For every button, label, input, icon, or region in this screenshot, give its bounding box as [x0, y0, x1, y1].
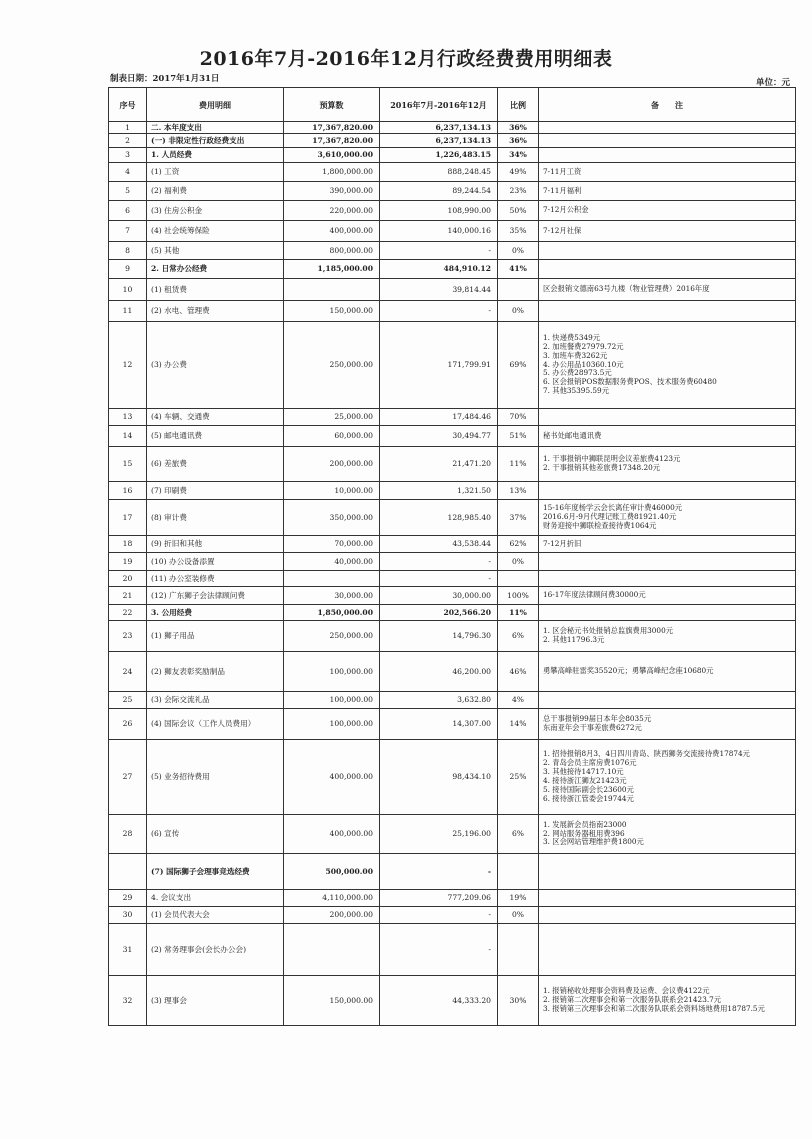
remark: 7-11月福利 [539, 182, 796, 201]
budget-amount: 500,000.00 [284, 854, 380, 890]
expense-item: (1) 租赁费 [147, 279, 284, 301]
remark: 区会报销文德南63号九楼（物业管理费）2016年度 [539, 279, 796, 301]
budget-amount: 70,000.00 [284, 536, 380, 553]
ratio: 25% [498, 740, 539, 815]
remark [539, 260, 796, 279]
remark [539, 890, 796, 907]
budget-amount: 25,000.00 [284, 409, 380, 426]
date-label: 制表日期：2017年1月31日 [110, 74, 220, 84]
budget-amount: 800,000.00 [284, 242, 380, 260]
ratio: 70% [498, 409, 539, 426]
header-ratio: 比例 [498, 88, 539, 122]
remark: 7-12月折旧 [539, 536, 796, 553]
expense-item: 4. 会议支出 [147, 890, 284, 907]
remark: 秘书处邮电通讯费 [539, 426, 796, 447]
budget-amount: 100,000.00 [284, 692, 380, 709]
row-number: 25 [109, 692, 147, 709]
ratio: 13% [498, 482, 539, 500]
actual-amount: 46,200.00 [380, 652, 498, 692]
expense-item: (2) 福利费 [147, 182, 284, 201]
table-body [109, 122, 796, 1026]
actual-amount: 14,307.00 [380, 709, 498, 740]
remark: 1. 发展新会员指南23000 2. 网站服务器租用费396 3. 区会网站管理维护费1800元 [539, 815, 796, 854]
row-number: 10 [109, 279, 147, 301]
ratio: 69% [498, 322, 539, 409]
budget-amount: 4,110,000.00 [284, 890, 380, 907]
budget-amount: 200,000.00 [284, 447, 380, 482]
actual-amount: 39,814.44 [380, 279, 498, 301]
budget-amount: 3,610,000.00 [284, 148, 380, 163]
row-number: 26 [109, 709, 147, 740]
expense-item: (1) 狮子用品 [147, 621, 284, 652]
row-number: 7 [109, 221, 147, 242]
row-number: 5 [109, 182, 147, 201]
budget-amount: 10,000.00 [284, 482, 380, 500]
remark [539, 482, 796, 500]
table-row [109, 242, 796, 260]
actual-amount: 202,566.20 [380, 605, 498, 621]
budget-amount: 400,000.00 [284, 740, 380, 815]
expense-item: (2) 常务理事会(会长办公会) [147, 924, 284, 976]
budget-amount: 100,000.00 [284, 709, 380, 740]
ratio: 30% [498, 976, 539, 1026]
table-row [109, 500, 796, 536]
row-number: 3 [109, 148, 147, 163]
remark [539, 301, 796, 322]
row-number: 4 [109, 163, 147, 182]
actual-amount: 1,226,483.15 [380, 148, 498, 163]
remark [539, 605, 796, 621]
table-row [109, 279, 796, 301]
expense-item: (3) 住房公积金 [147, 201, 284, 221]
remark: 1. 招待报销8月3、4日四川青岛、陕西狮务交流接待费17874元 2. 青岛会员主席房费1076元 3. 其他接待14717.10元 4. 接待浙江狮友21423元 5. 接待国际副会长23600元 6. 接待浙江管委会19744元 [539, 740, 796, 815]
budget-amount [284, 279, 380, 301]
actual-amount: 89,244.54 [380, 182, 498, 201]
expense-item: (8) 审计费 [147, 500, 284, 536]
budget-amount: 150,000.00 [284, 976, 380, 1026]
table-header-row [109, 88, 796, 122]
table-row [109, 652, 796, 692]
expense-item: (3) 办公费 [147, 322, 284, 409]
row-number: 14 [109, 426, 147, 447]
row-number: 13 [109, 409, 147, 426]
table-row [109, 571, 796, 587]
ratio: 11% [498, 605, 539, 621]
remark [539, 571, 796, 587]
actual-amount: - [380, 301, 498, 322]
expense-item: (12) 广东狮子会法律顾问费 [147, 587, 284, 605]
expense-item: (3) 理事会 [147, 976, 284, 1026]
budget-amount: 100,000.00 [284, 652, 380, 692]
expense-item: (6) 差旅费 [147, 447, 284, 482]
remark: 1. 区会秘元书处报销总监旗费用3000元 2. 其他11796.3元 [539, 621, 796, 652]
ratio: 0% [498, 907, 539, 924]
budget-amount: 17,367,820.00 [284, 134, 380, 148]
row-number: 6 [109, 201, 147, 221]
actual-amount: 25,196.00 [380, 815, 498, 854]
row-number: 17 [109, 500, 147, 536]
table-row [109, 260, 796, 279]
expense-item: (2) 水电、管理费 [147, 301, 284, 322]
table-row [109, 447, 796, 482]
unit-label: 单位：元 [755, 78, 790, 88]
table-row [109, 709, 796, 740]
ratio: 4% [498, 692, 539, 709]
ratio: 0% [498, 553, 539, 571]
table-row [109, 976, 796, 1026]
remark: 15-16年度杨学云会长离任审计费46000元 2016.6月-9月代理记账工费81921.40元 财务迎接中狮联检查接待费1064元 [539, 500, 796, 536]
budget-amount: 1,850,000.00 [284, 605, 380, 621]
row-number: 22 [109, 605, 147, 621]
expense-item: (7) 印刷费 [147, 482, 284, 500]
actual-amount: - [380, 924, 498, 976]
remark [539, 122, 796, 134]
ratio: 11% [498, 447, 539, 482]
budget-amount: 350,000.00 [284, 500, 380, 536]
remark [539, 854, 796, 890]
actual-amount: 1,321.50 [380, 482, 498, 500]
table-row [109, 605, 796, 621]
row-number: 8 [109, 242, 147, 260]
header-no: 序号 [109, 88, 147, 122]
row-number: 27 [109, 740, 147, 815]
row-number: 23 [109, 621, 147, 652]
ratio: 36% [498, 134, 539, 148]
table-row [109, 692, 796, 709]
table-row [109, 201, 796, 221]
row-number: 32 [109, 976, 147, 1026]
budget-amount: 60,000.00 [284, 426, 380, 447]
ratio: 23% [498, 182, 539, 201]
remark [539, 692, 796, 709]
actual-amount: 30,494.77 [380, 426, 498, 447]
row-number: 1 [109, 122, 147, 134]
ratio: 19% [498, 890, 539, 907]
ratio: 35% [498, 221, 539, 242]
table-row [109, 122, 796, 134]
row-number: 16 [109, 482, 147, 500]
remark [539, 134, 796, 148]
ratio: 0% [498, 301, 539, 322]
table-row [109, 815, 796, 854]
budget-amount: 400,000.00 [284, 815, 380, 854]
ratio: 37% [498, 500, 539, 536]
expense-item: (5) 邮电通讯费 [147, 426, 284, 447]
table-row [109, 426, 796, 447]
ratio [498, 571, 539, 587]
budget-amount: 1,800,000.00 [284, 163, 380, 182]
header-budget: 预算数 [284, 88, 380, 122]
actual-amount: 777,209.06 [380, 890, 498, 907]
budget-amount: 250,000.00 [284, 621, 380, 652]
row-number: 30 [109, 907, 147, 924]
row-number: 29 [109, 890, 147, 907]
remark: 7-11月工资 [539, 163, 796, 182]
expense-item: 3. 公用经费 [147, 605, 284, 621]
expense-table [108, 87, 796, 1026]
remark [539, 148, 796, 163]
ratio: 0% [498, 242, 539, 260]
actual-amount: - [380, 907, 498, 924]
ratio: 6% [498, 621, 539, 652]
actual-amount: 6,237,134.13 [380, 122, 498, 134]
expense-item: (11) 办公室装修费 [147, 571, 284, 587]
ratio: 34% [498, 148, 539, 163]
actual-amount: - [380, 571, 498, 587]
expense-item: (1) 会员代表大会 [147, 907, 284, 924]
expense-item: 二. 本年度支出 [147, 122, 284, 134]
budget-amount [284, 924, 380, 976]
ratio [498, 924, 539, 976]
header-note: 备 注 [539, 88, 796, 122]
actual-amount: 140,000.16 [380, 221, 498, 242]
row-number: 15 [109, 447, 147, 482]
expense-item: (5) 业务招待费用 [147, 740, 284, 815]
budget-amount: 200,000.00 [284, 907, 380, 924]
budget-amount: 390,000.00 [284, 182, 380, 201]
expense-item: (1) 工资 [147, 163, 284, 182]
actual-amount: 98,434.10 [380, 740, 498, 815]
ratio: 14% [498, 709, 539, 740]
row-number: 9 [109, 260, 147, 279]
table-row [109, 409, 796, 426]
ratio: 49% [498, 163, 539, 182]
row-number: 21 [109, 587, 147, 605]
row-number: 20 [109, 571, 147, 587]
page-title: 2016年7月-2016年12月行政经费费用明细表 [199, 48, 613, 70]
table-row [109, 740, 796, 815]
header-period: 2016年7月-2016年12月 [380, 88, 498, 122]
ratio: 50% [498, 201, 539, 221]
remark: 16-17年度法律顾问费30000元 [539, 587, 796, 605]
budget-amount: 40,000.00 [284, 553, 380, 571]
remark: 1. 干事报销中狮联昆明会议差旅费4123元 2. 干事报销其他差旅费17348.20元 [539, 447, 796, 482]
actual-amount: 888,248.45 [380, 163, 498, 182]
table-row [109, 301, 796, 322]
expense-item: (4) 社会统筹保险 [147, 221, 284, 242]
actual-amount: - [380, 242, 498, 260]
ratio [498, 279, 539, 301]
budget-amount [284, 571, 380, 587]
ratio: 100% [498, 587, 539, 605]
header-item: 费用明细 [147, 88, 284, 122]
ratio: 51% [498, 426, 539, 447]
actual-amount: 21,471.20 [380, 447, 498, 482]
expense-item: (4) 国际会议（工作人员费用） [147, 709, 284, 740]
actual-amount: 43,538.44 [380, 536, 498, 553]
table-row [109, 482, 796, 500]
remark: 1. 报销秘收处理事会资料费及运费、会议费4122元 2. 报销第二次理事会和第一次服务队联系会21423.7元 3. 报销第三次理事会和第二次服务队联系会资料场地费用18787.5元 [539, 976, 796, 1026]
remark: 7-12月公积金 [539, 201, 796, 221]
actual-amount: 44,333.20 [380, 976, 498, 1026]
remark [539, 553, 796, 571]
expense-item: (3) 会际交流礼品 [147, 692, 284, 709]
table-row [109, 536, 796, 553]
table-row [109, 322, 796, 409]
ratio: 62% [498, 536, 539, 553]
remark: 1. 快递费5349元 2. 加班餐费27979.72元 3. 加班车费3262元 4. 办公用品10360.10元 5. 办公费28973.5元 6. 区会报销POS数据服务费POS、技术服务费60480 7. 其他35395.59元 [539, 322, 796, 409]
budget-amount: 1,185,000.00 [284, 260, 380, 279]
expense-item: (一) 非限定性行政经费支出 [147, 134, 284, 148]
remark [539, 409, 796, 426]
budget-amount: 400,000.00 [284, 221, 380, 242]
table-row [109, 553, 796, 571]
table-row [109, 148, 796, 163]
remark: 7-12月社保 [539, 221, 796, 242]
row-number: 24 [109, 652, 147, 692]
remark: 勇攀高峰驻雷奖35520元；勇攀高峰纪念座10680元 [539, 652, 796, 692]
budget-amount: 30,000.00 [284, 587, 380, 605]
row-number: 31 [109, 924, 147, 976]
budget-amount: 220,000.00 [284, 201, 380, 221]
actual-amount: 484,910.12 [380, 260, 498, 279]
expense-item: (4) 车辆、交通费 [147, 409, 284, 426]
table-row [109, 890, 796, 907]
actual-amount: - [380, 854, 498, 890]
table-row [109, 924, 796, 976]
row-number: 18 [109, 536, 147, 553]
actual-amount: 17,484.46 [380, 409, 498, 426]
budget-amount: 250,000.00 [284, 322, 380, 409]
expense-item: (9) 折旧和其他 [147, 536, 284, 553]
table-row [109, 134, 796, 148]
table-row [109, 221, 796, 242]
row-number: 28 [109, 815, 147, 854]
row-number: 19 [109, 553, 147, 571]
row-number [109, 854, 147, 890]
table-row [109, 587, 796, 605]
table-row [109, 182, 796, 201]
remark [539, 924, 796, 976]
actual-amount: 30,000.00 [380, 587, 498, 605]
actual-amount: 108,990.00 [380, 201, 498, 221]
ratio: 41% [498, 260, 539, 279]
remark [539, 907, 796, 924]
ratio [498, 854, 539, 890]
table-row [109, 163, 796, 182]
expense-item: (5) 其他 [147, 242, 284, 260]
table-row [109, 854, 796, 890]
actual-amount: 3,632.80 [380, 692, 498, 709]
remark: 总干事报销99届日本年会8035元 东南亚年会干事差旅费6272元 [539, 709, 796, 740]
ratio: 6% [498, 815, 539, 854]
row-number: 11 [109, 301, 147, 322]
budget-amount: 150,000.00 [284, 301, 380, 322]
actual-amount: 171,799.91 [380, 322, 498, 409]
expense-item: 1. 人员经费 [147, 148, 284, 163]
actual-amount: 6,237,134.13 [380, 134, 498, 148]
table-row [109, 621, 796, 652]
expense-item: 2. 日常办公经费 [147, 260, 284, 279]
expense-item: (10) 办公设备添置 [147, 553, 284, 571]
expense-item: (7) 国际狮子会理事竞选经费 [147, 854, 284, 890]
ratio: 36% [498, 122, 539, 134]
row-number: 12 [109, 322, 147, 409]
table-row [109, 907, 796, 924]
actual-amount: 128,985.40 [380, 500, 498, 536]
budget-amount: 17,367,820.00 [284, 122, 380, 134]
actual-amount: 14,796.30 [380, 621, 498, 652]
row-number: 2 [109, 134, 147, 148]
actual-amount: - [380, 553, 498, 571]
expense-item: (6) 宣传 [147, 815, 284, 854]
expense-item: (2) 狮友表彰奖励制品 [147, 652, 284, 692]
remark [539, 242, 796, 260]
ratio: 46% [498, 652, 539, 692]
